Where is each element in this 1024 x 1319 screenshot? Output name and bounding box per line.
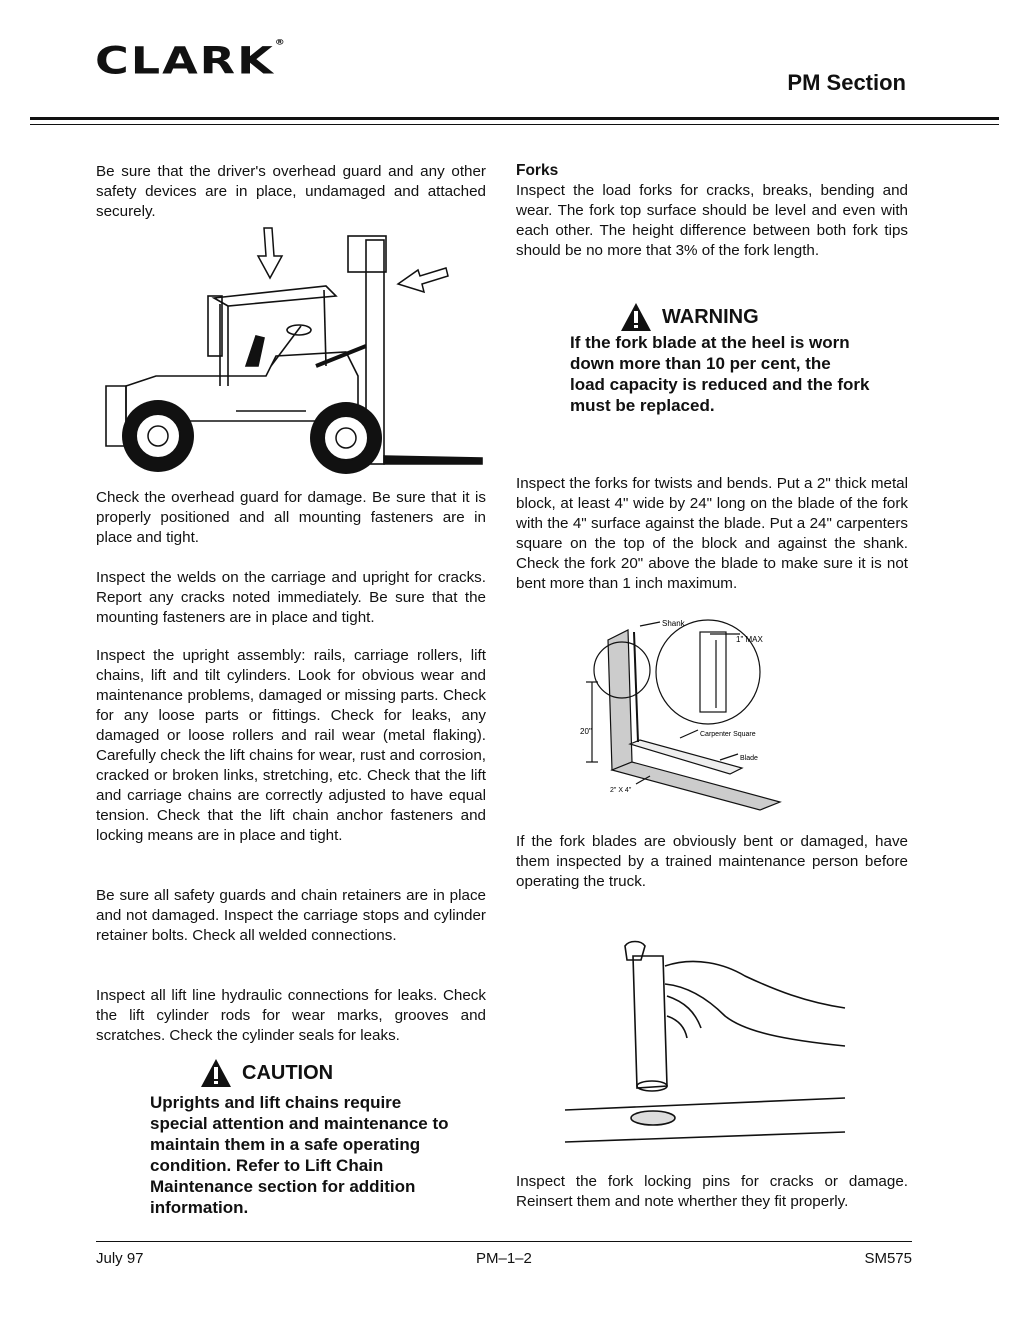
left-paragraph-3: Inspect the welds on the carriage and upright for cracks. Report any cracks noted immediately. Be sure that the mounting fasteners are in place and tight. [96, 569, 486, 626]
forklift-fork [384, 456, 482, 464]
surface-line [565, 1098, 845, 1110]
hand-outline [665, 961, 845, 1008]
warning-title-row [620, 302, 759, 332]
front-wheel [310, 402, 382, 474]
warning-title: WARNING [662, 305, 759, 328]
label-shank: Shank [662, 619, 685, 628]
logo-text: CLARK [95, 38, 275, 83]
warning-triangle-icon [200, 1058, 232, 1088]
left-paragraph-5: Be sure all safety guards and chain retainers are in place and not damaged. Inspect the carriage stops and cylinder retainer bolts. Check all welded connections. [96, 887, 486, 944]
locking-pin-illustration [555, 936, 855, 1154]
label-blade: Blade [740, 755, 758, 762]
right-paragraph-3: If the fork blades are obviously bent or damaged, have them inspected by a trained maintenance person before operating the truck. [516, 833, 908, 890]
header-rule-thick [30, 117, 999, 120]
right-paragraph-1: Inspect the load forks for cracks, breaks, bending and wear. The fork top surface should be level and even with each other. The height difference between both fork tips should be no more that 3% of the fork length. [516, 182, 908, 259]
footer-date: July 97 [96, 1250, 144, 1267]
header-rule-thin [30, 124, 999, 125]
left-paragraph-4: Inspect the upright assembly: rails, carriage rollers, lift chains, lift and tilt cylinders. Look for obvious wear and maintenance problems, damaged or missing parts. Check for any loose parts or fittings. Check for leaks, any damaged or loose rollers and rail wear (metal flaking). Carefully check the lift chains for wear, rust and corrosion, cracked or broken links, stretching, etc. Check that the lift and carriage chains are correctly adjusted to have equal tension. Check that the lift chain anchor fasteners and locking means are in place and tight. [96, 647, 486, 844]
footer-document-code: SM575 [864, 1250, 912, 1267]
label-twenty-inch: 20" [580, 727, 592, 736]
forklift-illustration [96, 226, 486, 474]
pin-hole [631, 1111, 675, 1125]
left-arrow-icon [398, 268, 448, 292]
warning-triangle-icon [620, 302, 652, 332]
rear-wheel [122, 400, 194, 472]
left-paragraph-2: Check the overhead guard for damage. Be sure that it is properly positioned and all mounting fasteners are in place and tight. [96, 489, 486, 546]
label-carpenter-square: Carpenter Square [700, 731, 756, 738]
footer-page-number: PM–1–2 [476, 1250, 532, 1267]
caution-body: Uprights and lift chains require special attention and maintenance to maintain them in a safe operating condition. Refer to Lift Chain Maintenance section for addition information. [150, 1093, 449, 1217]
overhead-guard [214, 286, 336, 306]
footer-rule [96, 1241, 912, 1242]
section-title: PM Section [787, 70, 906, 95]
locking-pin [633, 956, 667, 1088]
logo-registered-mark: ® [274, 38, 287, 48]
right-paragraph-4: Inspect the fork locking pins for cracks or damage. Reinsert them and note wherther they fit properly. [516, 1173, 908, 1210]
warning-body: If the fork blade at the heel is worn down more than 10 per cent, the load capacity is reduced and the fork must be replaced. [570, 333, 870, 415]
fork-shank [608, 630, 632, 770]
label-block: 2" X 4" [610, 787, 632, 794]
fork-blade [612, 762, 780, 810]
label-max: 1" MAX [736, 635, 763, 644]
left-paragraph-1: Be sure that the driver's overhead guard and any other safety devices are in place, undamaged and attached securely. [96, 163, 486, 220]
caution-title: CAUTION [242, 1061, 334, 1084]
left-paragraph-6: Inspect all lift line hydraulic connections for leaks. Check the lift cylinder rods for wear marks, grooves and scratches. Check the cylinder seals for leaks. [96, 987, 486, 1044]
forks-heading: Forks [516, 162, 559, 179]
down-arrow-icon [258, 228, 282, 278]
fork-measurement-diagram [570, 612, 810, 812]
caution-title-row [200, 1058, 333, 1088]
right-paragraph-2: Inspect the forks for twists and bends. Put a 2" thick metal block, at least 4" wide by 24" long on the blade of the fork with the 4" surface against the blade. Put a 24" carpenters square on the top of the block and against the shank. Check the fork 20" above the blade to make sure it is not bent more than 1 inch maximum. [516, 475, 908, 592]
clark-logo [95, 38, 287, 82]
